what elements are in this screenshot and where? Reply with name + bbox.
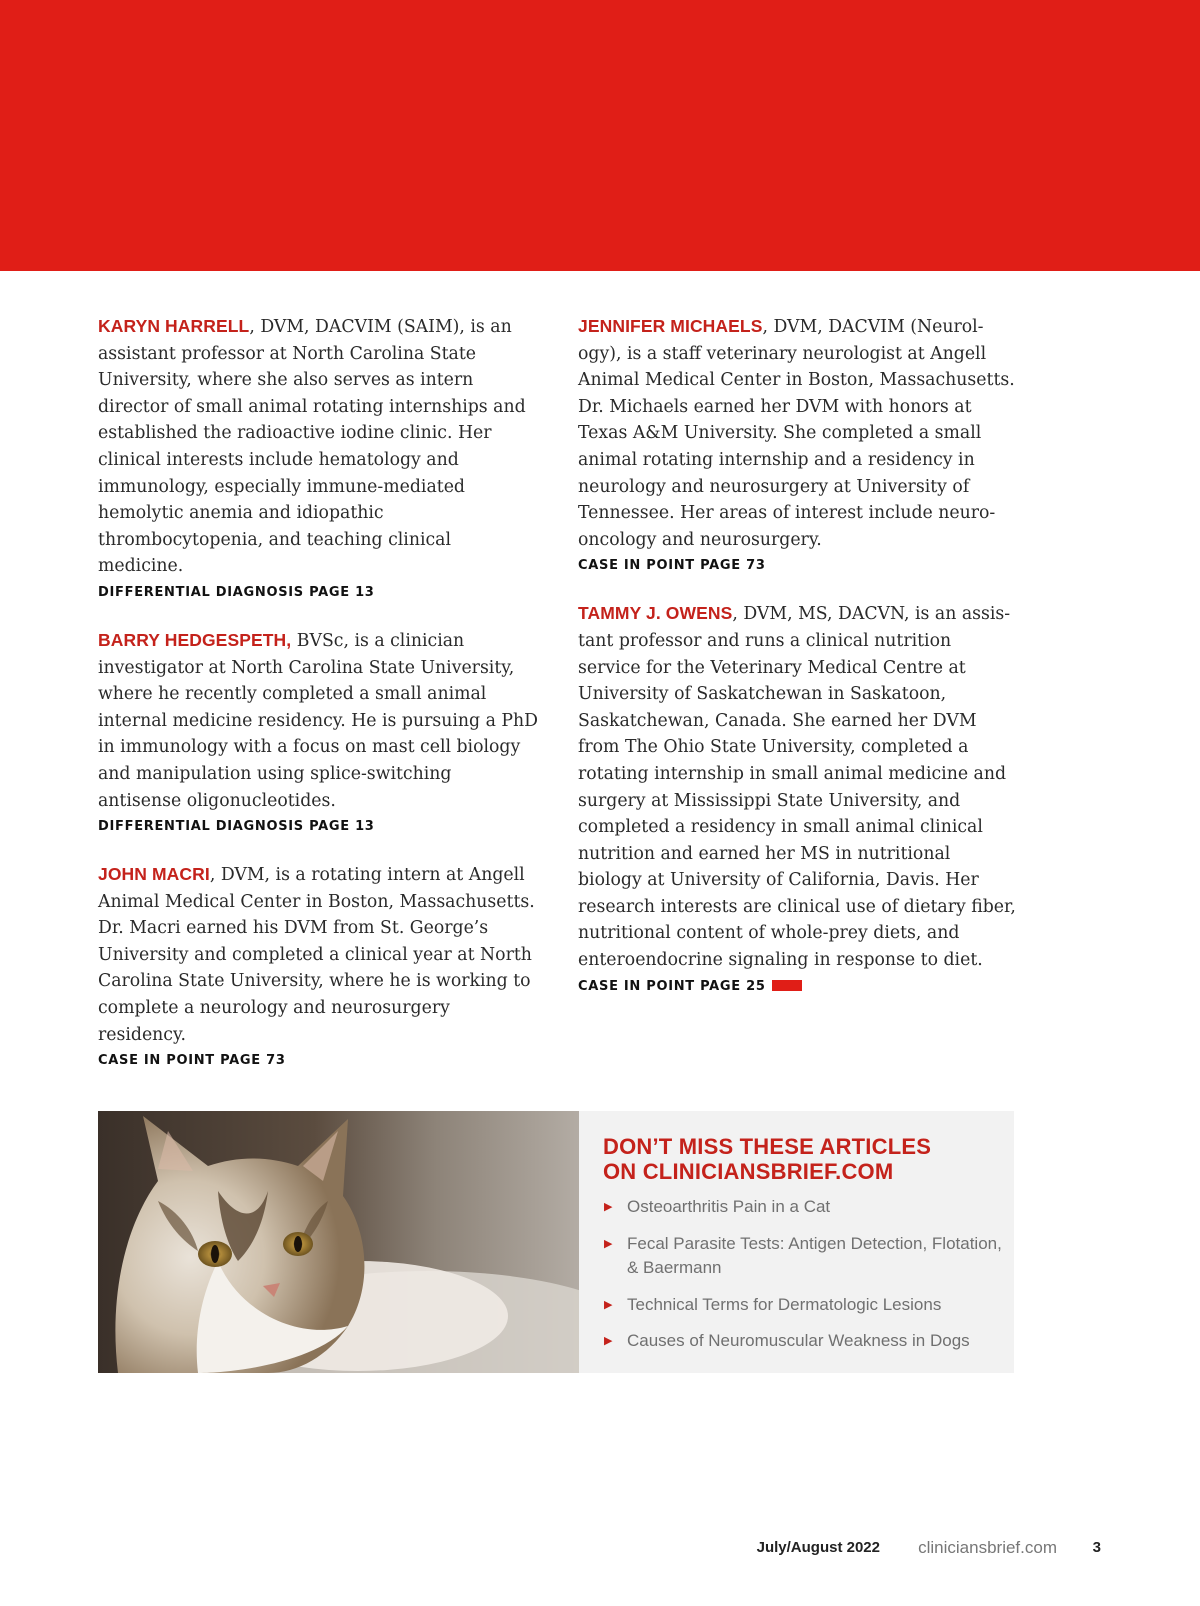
bio-john-macri (98, 861, 538, 1071)
promo-article-title: Technical Terms for Dermatologic Lesions (627, 1294, 942, 1314)
promo-article-title: Fecal Parasite Tests: Antigen Detection, Flotation, & Baermann (627, 1233, 1002, 1277)
bio-jennifer-michaels (578, 313, 1018, 576)
promo-articles-panel (579, 1111, 1014, 1373)
article-reference-text: CASE IN POINT PAGE 25 (578, 978, 766, 994)
issue-date: July/August 2022 (756, 1539, 880, 1556)
end-of-article-mark (772, 980, 802, 991)
promo-article-link[interactable] (603, 1293, 1003, 1318)
promo-article-list (603, 1195, 1003, 1366)
author-name: TAMMY J. OWENS (578, 603, 733, 624)
promo-article-title: Causes of Neuromuscular Weakness in Dogs (627, 1331, 970, 1350)
bio-paragraph (98, 861, 538, 1048)
bio-text: BVSc, is a clinician investigator at North Carolina State University, where he recently completed a small animal internal medicine residency. He is pursuing a PhD in immunology with a focus on mast cell biology and manipulation using splice-switching antisense oligonucleotides. (98, 630, 538, 811)
bio-text: , DVM, DACVIM (Neurology), is a staff veterinary neurologist at Angell Animal Medical Center in Boston, Massachusetts. Dr. Michaels earned her DVM with honors at Texas A&M University. She completed a small animal rotating internship and a residency in neurology and neurosurgery at University of Tennessee. Her areas of interest include neuro-oncology and neurosurgery. (578, 317, 1015, 550)
article-reference-link[interactable]: DIFFERENTIAL DIAGNOSIS PAGE 13 (98, 819, 375, 835)
bio-paragraph (578, 600, 1018, 973)
bio-column-left (98, 313, 538, 1095)
bio-column-right (578, 313, 1018, 1021)
triangle-bullet-icon: ▶ (604, 1201, 613, 1213)
page-footer (0, 1539, 1200, 1569)
promo-title-line: ON CLINICIANSBRIEF.COM (603, 1159, 894, 1184)
header-band (0, 0, 1200, 271)
promo-article-link[interactable] (603, 1329, 1003, 1354)
bio-karyn-harrell (98, 313, 538, 603)
bio-tammy-owens (578, 600, 1018, 996)
promo-title (603, 1134, 1003, 1184)
bio-paragraph (98, 627, 538, 814)
bio-barry-hedgespeth (98, 627, 538, 837)
author-name: KARYN HARRELL (98, 316, 250, 336)
bio-text: , DVM, is a rotating intern at Angell Animal Medical Center in Boston, Massachusetts. Dr. Macri earned his DVM from St. George’s University and completed a clinical year at North Carolina State University, where he is working to complete a neurology and neurosurgery residency. (98, 865, 535, 1045)
bio-paragraph (578, 313, 1018, 553)
article-reference-link[interactable]: DIFFERENTIAL DIAGNOSIS PAGE 13 (98, 584, 375, 600)
article-reference-link[interactable] (578, 977, 1018, 997)
triangle-bullet-icon: ▶ (604, 1237, 613, 1250)
promo-article-link[interactable] (603, 1195, 1003, 1220)
promo-article-title: Osteoarthritis Pain in a Cat (627, 1197, 831, 1216)
promo-title-line: DON’T MISS THESE ARTICLES (603, 1134, 932, 1159)
cat-photo (98, 1111, 579, 1373)
triangle-bullet-icon: ▶ (604, 1298, 613, 1311)
bio-paragraph (98, 313, 538, 580)
promo-box (98, 1111, 1014, 1373)
author-name: BARRY HEDGESPETH, (98, 629, 292, 650)
triangle-bullet-icon: ▶ (604, 1335, 613, 1347)
article-reference-link[interactable]: CASE IN POINT PAGE 73 (98, 1053, 286, 1069)
promo-article-link[interactable] (603, 1232, 1003, 1281)
page-number: 3 (1092, 1539, 1101, 1556)
bio-text: , DVM, DACVIM (SAIM), is an assistant professor at North Carolina State University, where she also serves as intern director of small animal rotating internships and established the radioactive iodine clinic. Her clinical interests include hematology and immunology, especially immune-mediated hemolytic anemia and idiopathic thrombocytopenia, and teaching clinical medicine. (98, 317, 526, 577)
author-name: JOHN MACRI (98, 864, 210, 885)
bio-text: , DVM, MS, DACVN, is an assistant professor and runs a clinical nutrition service for the Veterinary Medical Centre at University of Saskatchewan in Saskatoon, Saskatchewan, Canada. She earned her DVM from The Ohio State University, completed a rotating internship in small animal medicine and surgery at Mississippi State University, and completed a residency in small animal clinical nutrition and earned her MS in nutritional biology at University of California, Davis. Her research interests are clinical use of dietary fiber, nutritional content of whole-prey diets, and enteroendocrine signaling in response to diet. (578, 604, 1016, 971)
author-name: JENNIFER MICHAELS (578, 316, 763, 336)
article-reference-link[interactable]: CASE IN POINT PAGE 73 (578, 558, 766, 574)
site-link[interactable]: cliniciansbrief.com (918, 1538, 1057, 1557)
